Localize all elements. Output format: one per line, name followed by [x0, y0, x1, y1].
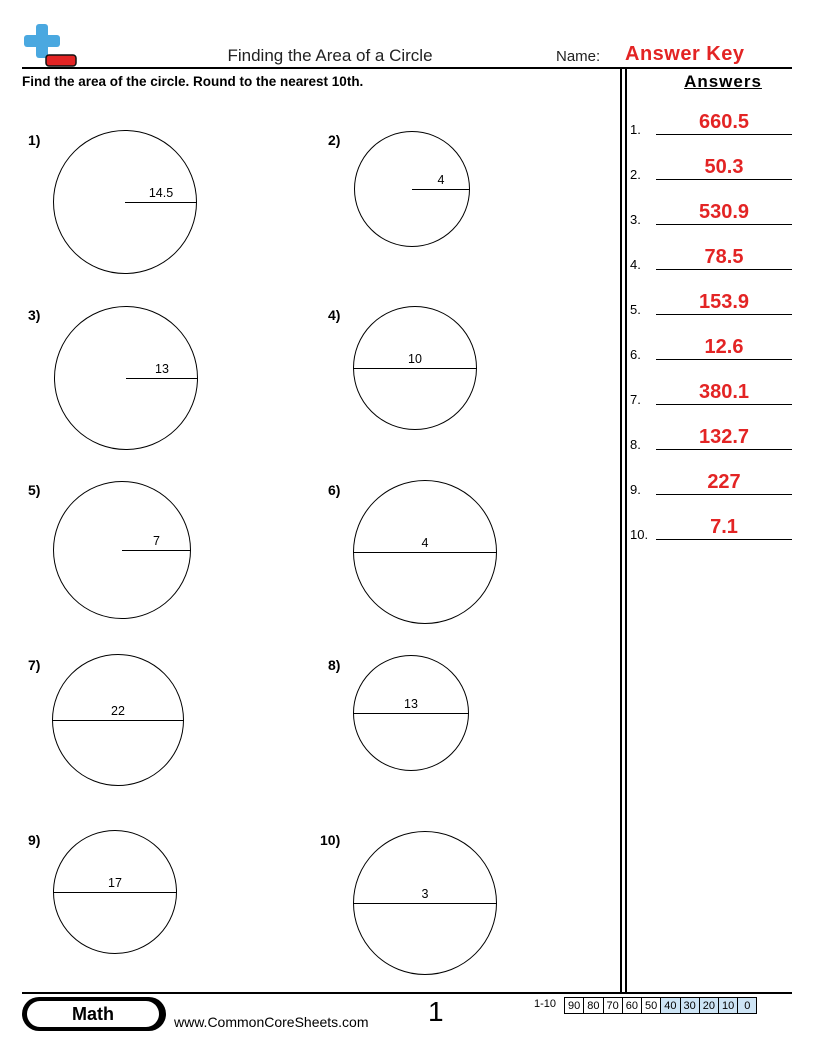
radius-label: 14.5 — [148, 186, 174, 200]
problem-number: 7) — [28, 657, 41, 673]
answer-column-divider — [620, 68, 622, 994]
diameter-line — [353, 368, 477, 369]
radius-line — [125, 202, 197, 203]
name-label: Name: — [556, 48, 601, 65]
instructions: Find the area of the circle. Round to the nearest 10th. — [22, 74, 364, 89]
problem-number: 2) — [328, 132, 341, 148]
answer-row — [630, 518, 792, 542]
answer-number: 4. — [630, 257, 641, 272]
score-cell: 50 — [642, 998, 661, 1014]
score-cell: 10 — [719, 998, 738, 1014]
answer-blank-line — [656, 494, 792, 495]
radius-line — [122, 550, 191, 551]
score-cell: 0 — [738, 998, 757, 1014]
answer-value: 50.3 — [704, 156, 744, 178]
answer-number: 5. — [630, 302, 641, 317]
answer-blank-line — [656, 539, 792, 540]
answer-number: 2. — [630, 167, 641, 182]
answer-row — [630, 473, 792, 497]
diameter-label: 17 — [108, 876, 122, 890]
answer-blank-line — [656, 224, 792, 225]
answers-heading: Answers — [684, 72, 762, 91]
logo-icon — [20, 22, 80, 70]
answer-value: 12.6 — [704, 336, 744, 358]
page-title: Finding the Area of a Circle — [227, 46, 433, 65]
answer-value: 7.1 — [710, 516, 738, 538]
answer-blank-line — [656, 269, 792, 270]
radius-label: 13 — [155, 362, 169, 376]
footer-divider — [22, 992, 792, 994]
radius-line — [126, 378, 198, 379]
problem-number: 6) — [328, 482, 341, 498]
answer-row — [630, 383, 792, 407]
answer-blank-line — [656, 404, 792, 405]
answer-blank-line — [656, 359, 792, 360]
diameter-line — [52, 720, 184, 721]
answer-number: 10. — [630, 527, 649, 542]
diameter-label: 13 — [404, 697, 418, 711]
score-cell: 20 — [699, 998, 718, 1014]
diameter-label: 10 — [408, 352, 422, 366]
subject-badge — [22, 997, 166, 1031]
answer-value: 380.1 — [698, 381, 750, 403]
answer-blank-line — [656, 449, 792, 450]
diameter-label: 3 — [421, 887, 429, 901]
answer-value: 660.5 — [698, 111, 750, 133]
answer-value: 227 — [707, 471, 741, 493]
problem-number: 9) — [28, 832, 41, 848]
score-cell: 30 — [680, 998, 699, 1014]
page-number: 1 — [428, 996, 444, 1027]
answer-number: 1. — [630, 122, 641, 137]
answer-row — [630, 248, 792, 272]
radius-label: 7 — [153, 534, 160, 548]
score-table — [564, 997, 757, 1014]
answer-blank-line — [656, 179, 792, 180]
score-cell: 90 — [565, 998, 584, 1014]
site-url: www.CommonCoreSheets.com — [174, 1014, 369, 1030]
diameter-line — [353, 552, 497, 553]
subject-badge-label: Math — [27, 1001, 159, 1027]
answer-row — [630, 203, 792, 227]
answer-number: 3. — [630, 212, 641, 227]
problem-number: 8) — [328, 657, 341, 673]
diameter-line — [53, 892, 177, 893]
answer-row — [630, 113, 792, 137]
problem-number: 4) — [328, 307, 341, 323]
answer-blank-line — [656, 314, 792, 315]
problem-number: 5) — [28, 482, 41, 498]
score-cell: 60 — [622, 998, 641, 1014]
answer-number: 6. — [630, 347, 641, 362]
answer-number: 8. — [630, 437, 641, 452]
radius-line — [412, 189, 470, 190]
answer-number: 9. — [630, 482, 641, 497]
score-cell: 80 — [584, 998, 603, 1014]
answer-row — [630, 338, 792, 362]
score-cell: 70 — [603, 998, 622, 1014]
radius-label: 4 — [437, 173, 445, 187]
problem-number: 3) — [28, 307, 41, 323]
answer-value: 132.7 — [698, 426, 750, 448]
score-range-label: 1-10 — [534, 998, 557, 1010]
diameter-label: 22 — [111, 704, 125, 718]
problem-number: 10) — [320, 832, 341, 848]
answer-row — [630, 293, 792, 317]
answer-row — [630, 428, 792, 452]
answer-key-label: Answer Key — [625, 43, 745, 65]
score-cell: 40 — [661, 998, 680, 1014]
diameter-label: 4 — [421, 536, 429, 550]
diameter-line — [353, 713, 469, 714]
header-divider — [22, 67, 792, 69]
answer-value: 153.9 — [698, 291, 750, 313]
answer-column-divider — [625, 68, 627, 994]
answer-number: 7. — [630, 392, 641, 407]
answer-value: 78.5 — [704, 246, 744, 268]
diameter-line — [353, 903, 497, 904]
answer-row — [630, 158, 792, 182]
answer-value: 530.9 — [698, 201, 750, 223]
problem-number: 1) — [28, 132, 41, 148]
answer-blank-line — [656, 134, 792, 135]
